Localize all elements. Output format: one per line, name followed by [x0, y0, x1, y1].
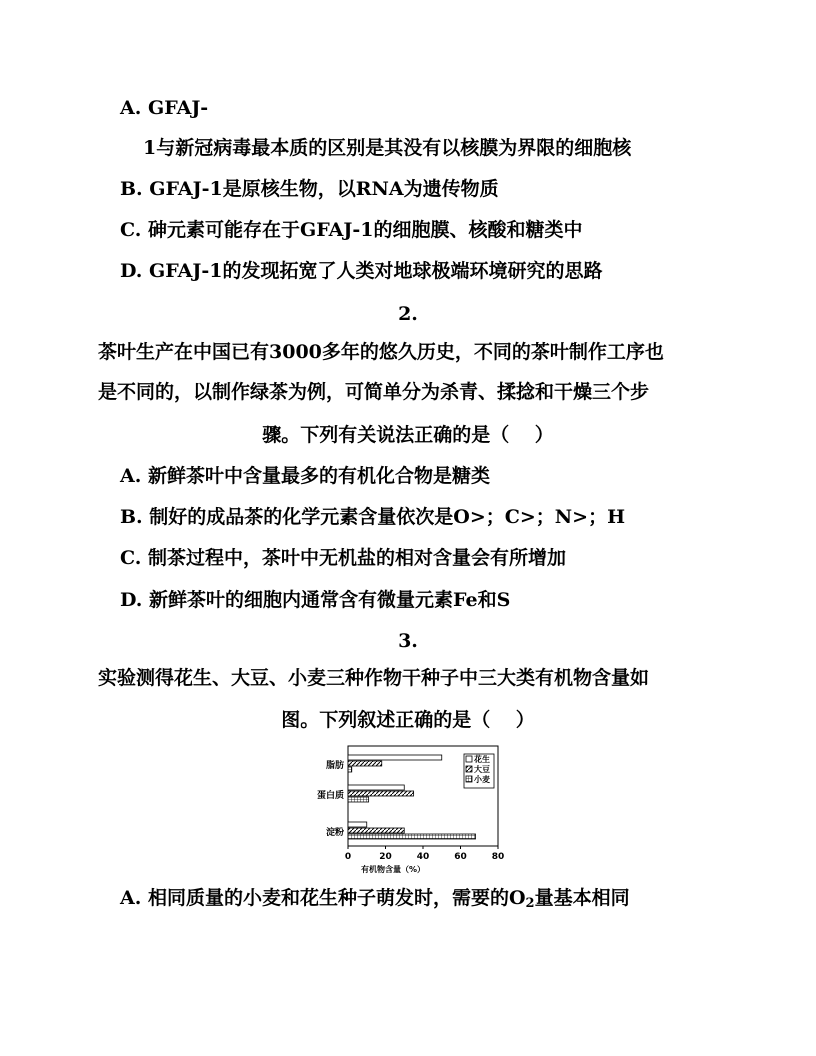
bar: [348, 828, 404, 833]
legend-swatch: [466, 766, 472, 772]
q2-stem-line3: 骤。下列有关说法正确的是（ ）: [262, 424, 554, 446]
q2-option-b: B. 制好的成品茶的化学元素含量依次是O>；C>；N>；H: [120, 506, 626, 528]
q1-option-d: D. GFAJ-1的发现拓宽了人类对地球极端环境研究的思路: [120, 260, 603, 282]
q2-stem-line2: 是不同的，以制作绿茶为例，可简单分为杀青、揉捻和干燥三个步: [98, 381, 650, 403]
q3-stem-line1: 实验测得花生、大豆、小麦三种作物干种子中三大类有机物含量如: [98, 667, 650, 689]
q2-option-a: A. 新鲜茶叶中含量最多的有机化合物是糖类: [120, 465, 490, 487]
bar: [348, 785, 404, 790]
q1-option-b: B. GFAJ-1是原核生物，以RNA为遗传物质: [120, 178, 499, 200]
q1-option-a-line1: A. GFAJ-: [120, 97, 209, 119]
q1-option-c: C. 砷元素可能存在于GFAJ-1的细胞膜、核酸和糖类中: [120, 219, 583, 241]
q3-number: 3.: [398, 630, 418, 652]
q3-option-a-post: 量基本相同: [534, 887, 630, 909]
x-tick-label: 80: [491, 852, 505, 862]
x-axis-label: 有机物含量（%）: [360, 865, 426, 874]
category-label: 淀粉: [325, 828, 344, 838]
legend-swatch: [466, 776, 472, 782]
bar: [348, 797, 369, 802]
q2-option-c: C. 制茶过程中，茶叶中无机盐的相对含量会有所增加: [120, 547, 567, 569]
bar: [348, 834, 476, 839]
q3-stem-line2: 图。下列叙述正确的是（ ）: [281, 709, 535, 731]
q2-stem-line1: 茶叶生产在中国已有3000多年的悠久历史，不同的茶叶制作工序也: [98, 341, 664, 363]
legend-label: 花生: [474, 755, 490, 764]
legend-label: 大豆: [474, 765, 490, 774]
category-label: 蛋白质: [316, 791, 344, 801]
legend-swatch: [466, 756, 472, 762]
x-tick-label: 0: [344, 852, 352, 862]
legend-label: 小麦: [474, 775, 490, 784]
bar: [348, 822, 367, 827]
q3-option-a-pre: A. 相同质量的小麦和花生种子萌发时，需要的O: [120, 887, 526, 909]
q3-option-a: [120, 886, 630, 916]
bar: [348, 791, 414, 796]
q2-option-d: D. 新鲜茶叶的细胞内通常含有微量元素Fe和S: [120, 589, 511, 611]
q1-option-a-line2: 1与新冠病毒最本质的区别是其没有以核膜为界限的细胞核: [143, 137, 632, 159]
bar: [348, 755, 442, 760]
q3-option-a-sub: 2: [525, 896, 535, 911]
x-tick-label: 60: [454, 852, 467, 862]
x-tick-label: 40: [416, 852, 430, 862]
organic-content-chart: [300, 742, 510, 882]
bar: [348, 761, 382, 766]
x-tick-label: 20: [379, 852, 392, 862]
bar: [348, 767, 352, 772]
q2-number: 2.: [398, 303, 418, 325]
category-label: 脂肪: [325, 761, 344, 771]
